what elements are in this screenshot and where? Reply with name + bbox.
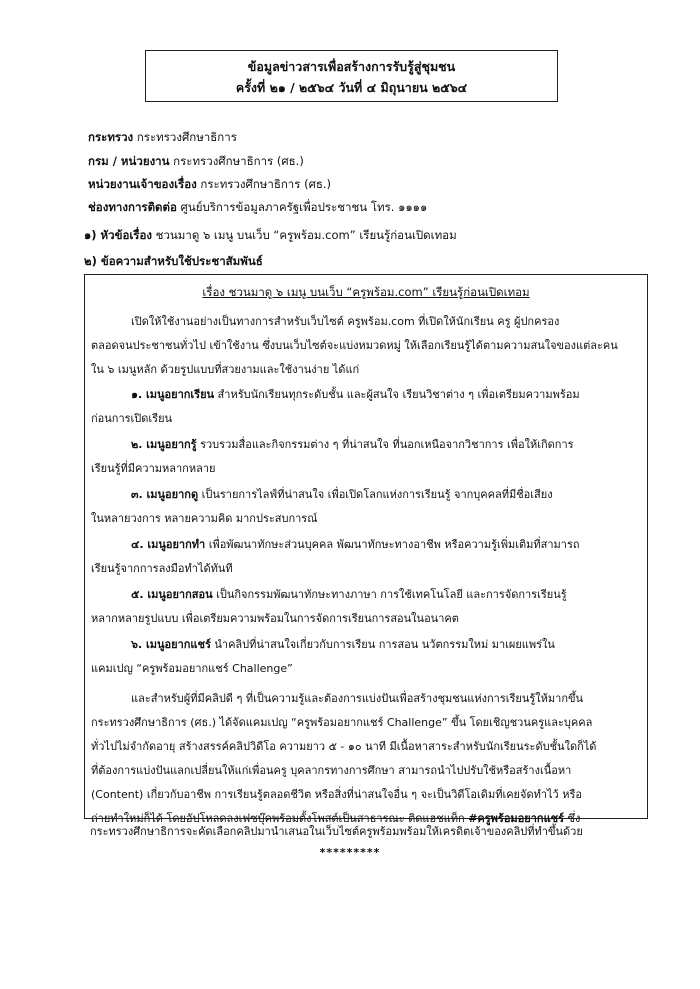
menu-name: ๔. เมนูอยากทำ (131, 538, 206, 551)
menu-desc: สำหรับนักเรียนทุกระดับชั้น และผู้สนใจ เรียนวิชาต่าง ๆ เพื่อเตรียมความพร้อม (217, 388, 580, 401)
menu-desc: รวบรวมสื่อและกิจกรรมต่าง ๆ ที่น่าสนใจ ที่นอกเหนือจากวิชาการ เพื่อให้เกิดการ (200, 438, 574, 451)
meta-contact-value: ศูนย์บริการข้อมูลภาครัฐเพื่อประชาชน โทร. ๑๑๑๑ (180, 200, 428, 214)
section-pr-heading (84, 253, 263, 271)
menu-desc-cont: เรียนรู้ที่มีความหลากหลาย (91, 462, 216, 475)
subject-label: ๑) หัวข้อเรื่อง (84, 228, 152, 242)
menu-desc-cont: ก่อนการเปิดเรียน (91, 412, 173, 425)
closing-line: (Content) เกี่ยวกับอาชีพ การเรียนรู้ตลอดชีวิต หรือสิ่งที่น่าสนใจอื่น ๆ จะเป็นวิดีโอเดิมที่เคยจัดทำไว้ หรือ (91, 788, 582, 801)
intro-line: เปิดให้ใช้งานอย่างเป็นทางการสำหรับเว็บไซต์ ครูพร้อม.com ที่เปิดให้นักเรียน ครู ผู้ปกครอง (131, 315, 560, 328)
section-subject (84, 227, 457, 245)
menu-item-1 (131, 385, 580, 403)
menu-item-6 (131, 635, 555, 653)
closing-text: ถ่ายทำใหม่ก็ได้ โดยอัปโหลดลงเฟซบุ๊คพร้อมตั้งโพสต์เป็นสาธารณะ ติดแฮชแท็ก (91, 812, 465, 825)
closing-line: กระทรวงศึกษาธิการ (ศธ.) ได้จัดแคมเปญ “ครูพร้อมอยากแชร์ Challenge” ขึ้น โดยเชิญชวนครูและบุคคล (91, 716, 593, 729)
meta-department (88, 153, 304, 171)
press-release-title: เรื่อง ชวนมาดู ๖ เมนู บนเว็บ “ครูพร้อม.com” เรียนรู้ก่อนเปิดเทอม (202, 285, 530, 299)
meta-department-label: กรม / หน่วยงาน (88, 154, 170, 168)
press-release-box (84, 274, 648, 825)
closing-line: และสำหรับผู้ที่มีคลิปดี ๆ ที่เป็นความรู้และต้องการแบ่งปันเพื่อสร้างชุมชนแห่งการเรียนรู้ให้มากขึ้น (131, 692, 584, 705)
meta-ministry-label: กระทรวง (88, 130, 134, 144)
menu-desc-cont: ในหลายวงการ หลายความคิด มากประสบการณ์ (91, 512, 318, 525)
menu-item-2 (131, 435, 574, 453)
meta-owner-value: กระทรวงศึกษาธิการ (ศธ.) (200, 177, 332, 191)
menu-name: ๓. เมนูอยากดู (131, 488, 199, 501)
menu-desc-cont: เรียนรู้จากการลงมือทำได้ทันที (91, 562, 233, 575)
meta-owner (88, 176, 331, 194)
subject-value: ชวนมาดู ๖ เมนู บนเว็บ “ครูพร้อม.com” เรียนรู้ก่อนเปิดเทอม (155, 228, 457, 242)
menu-name: ๖. เมนูอยากแชร์ (131, 638, 211, 651)
meta-contact (88, 199, 427, 217)
closing-text: ซึ่ง (567, 812, 581, 825)
meta-ministry (88, 129, 237, 147)
menu-desc: เพื่อพัฒนาทักษะส่วนบุคคล พัฒนาทักษะทางอาชีพ หรือความรู้เพิ่มเติมที่สามารถ (208, 538, 580, 551)
menu-desc: เป็นกิจกรรมพัฒนาทักษะทางภาษา การใช้เทคโนโลยี และการจัดการเรียนรู้ (216, 588, 567, 601)
menu-item-4 (131, 535, 580, 553)
pr-label: ๒) ข้อความสำหรับใช้ประชาสัมพันธ์ (84, 254, 263, 268)
meta-contact-label: ช่องทางการติดต่อ (88, 200, 177, 214)
end-mark: ********* (319, 846, 381, 859)
menu-desc: เป็นรายการไลฟ์ที่น่าสนใจ เพื่อเปิดโลกแห่งการเรียนรู้ จากบุคคลที่มีชื่อเสียง (201, 488, 553, 501)
menu-name: ๕. เมนูอยากสอน (131, 588, 213, 601)
header-issue-date: ครั้งที่ ๒๑ / ๒๕๖๔ วันที่ ๔ มิถุนายน ๒๕๖๔ (235, 80, 468, 95)
menu-item-5 (131, 585, 567, 603)
meta-department-value: กระทรวงศึกษาธิการ (ศธ.) (173, 154, 304, 168)
menu-desc-cont: หลากหลายรูปแบบ เพื่อเตรียมความพร้อมในการจัดการเรียนการสอนในอนาคต (91, 612, 459, 625)
intro-line: ตลอดจนประชาชนทั่วไป เข้าใช้งาน ซึ่งบนเว็บไซต์จะแบ่งหมวดหมู่ ให้เลือกเรียนรู้ได้ตามความสนใจของแต่ละคน (91, 339, 618, 352)
menu-name: ๑. เมนูอยากเรียน (131, 388, 215, 401)
menu-desc: นำคลิปที่น่าสนใจเกี่ยวกับการเรียน การสอน นวัตกรรมใหม่ มาเผยแพร่ใน (214, 638, 555, 651)
header-title: ข้อมูลข่าวสารเพื่อสร้างการรับรู้สู่ชุมชน (247, 59, 456, 74)
closing-line: กระทรวงศึกษาธิการจะคัดเลือกคลิปมานำเสนอในเว็บไซต์ครูพร้อมพร้อมให้เครดิตเจ้าของคลิปที่ทำขึ้นด้วย (90, 825, 583, 838)
hashtag: #ครูพร้อมอยากแชร์ (468, 812, 565, 825)
menu-desc-cont: แคมเปญ “ครูพร้อมอยากแชร์ Challenge” (91, 662, 293, 675)
intro-line: ใน ๖ เมนูหลัก ด้วยรูปแบบที่สวยงามและใช้งานง่าย ได้แก่ (91, 363, 360, 376)
meta-ministry-value: กระทรวงศึกษาธิการ (136, 130, 237, 144)
meta-owner-label: หน่วยงานเจ้าของเรื่อง (88, 177, 197, 191)
menu-item-3 (131, 485, 553, 503)
menu-name: ๒. เมนูอยากรู้ (131, 438, 197, 451)
header-box (145, 50, 558, 102)
closing-line: ที่ต้องการแบ่งปันแลกเปลี่ยนให้แก่เพื่อนครู บุคลากรทางการศึกษา สามารถนำไปปรับใช้หรือสร้างเนื้อหา (91, 764, 572, 777)
closing-line: ทั่วไปไม่จำกัดอายุ สร้างสรรค์คลิปวิดีโอ ความยาว ๕ - ๑๐ นาที มีเนื้อหาสาระสำหรับนักเรียนระดับชั้นใดก็ได้ (91, 740, 597, 753)
